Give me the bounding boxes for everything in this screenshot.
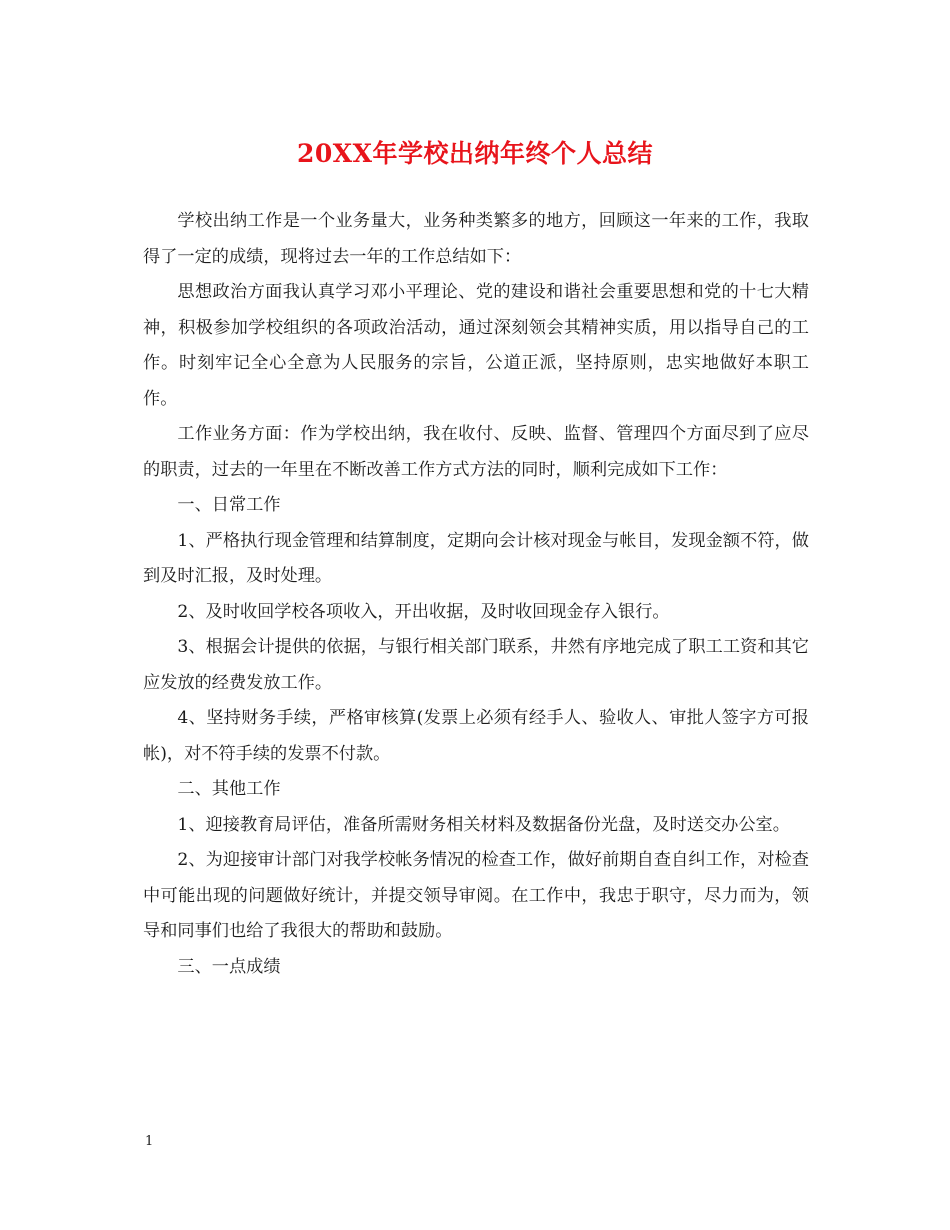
paragraph-political: 思想政治方面我认真学习邓小平理论、党的建设和谐社会重要思想和党的十七大精神，积极参加学校组织的各项政治活动，通过深刻领会其精神实质，用以指导自己的工作。时刻牢记全心全意为人民服务的宗旨，公道正派，坚持原则，忠实地做好本职工作。 — [143, 282, 809, 409]
section-heading-other-work: 二、其他工作 — [177, 779, 281, 799]
document-title: 20XX年学校出纳年终个人总结 — [296, 139, 654, 168]
list-item: 2、为迎接审计部门对我学校帐务情况的检查工作，做好前期自查自纠工作，对检查中可能出现的问题做好统计，并提交领导审阅。在工作中，我忠于职守，尽力而为，领导和同事们也给了我很大的帮助和鼓励。 — [143, 850, 809, 941]
section-heading-achievements: 三、一点成绩 — [177, 956, 281, 977]
paragraph-intro: 学校出纳工作是一个业务量大，业务种类繁多的地方，回顾这一年来的工作，我取得了一定的成绩，现将过去一年的工作总结如下： — [143, 211, 809, 267]
list-item: 3、根据会计提供的依据，与银行相关部门联系，井然有序地完成了职工工资和其它应发放的经费发放工作。 — [143, 637, 809, 693]
list-item: 2、及时收回学校各项收入，开出收据，及时收回现金存入银行。 — [177, 601, 670, 622]
document-body — [143, 204, 809, 985]
page-number: 1 — [145, 1134, 154, 1149]
section-heading-daily-work: 一、日常工作 — [177, 495, 281, 515]
paragraph-business: 工作业务方面：作为学校出纳，我在收付、反映、监督、管理四个方面尽到了应尽的职责，过去的一年里在不断改善工作方式方法的同时，顺利完成如下工作： — [143, 424, 809, 480]
list-item: 4、坚持财务手续，严格审核算(发票上必须有经手人、验收人、审批人签字方可报帐)，对不符手续的发票不付款。 — [143, 708, 809, 764]
list-item: 1、迎接教育局评估，准备所需财务相关材料及数据备份光盘，及时送交办公室。 — [177, 814, 790, 835]
list-item: 1、严格执行现金管理和结算制度，定期向会计核对现金与帐目，发现金额不符，做到及时汇报，及时处理。 — [143, 530, 809, 586]
